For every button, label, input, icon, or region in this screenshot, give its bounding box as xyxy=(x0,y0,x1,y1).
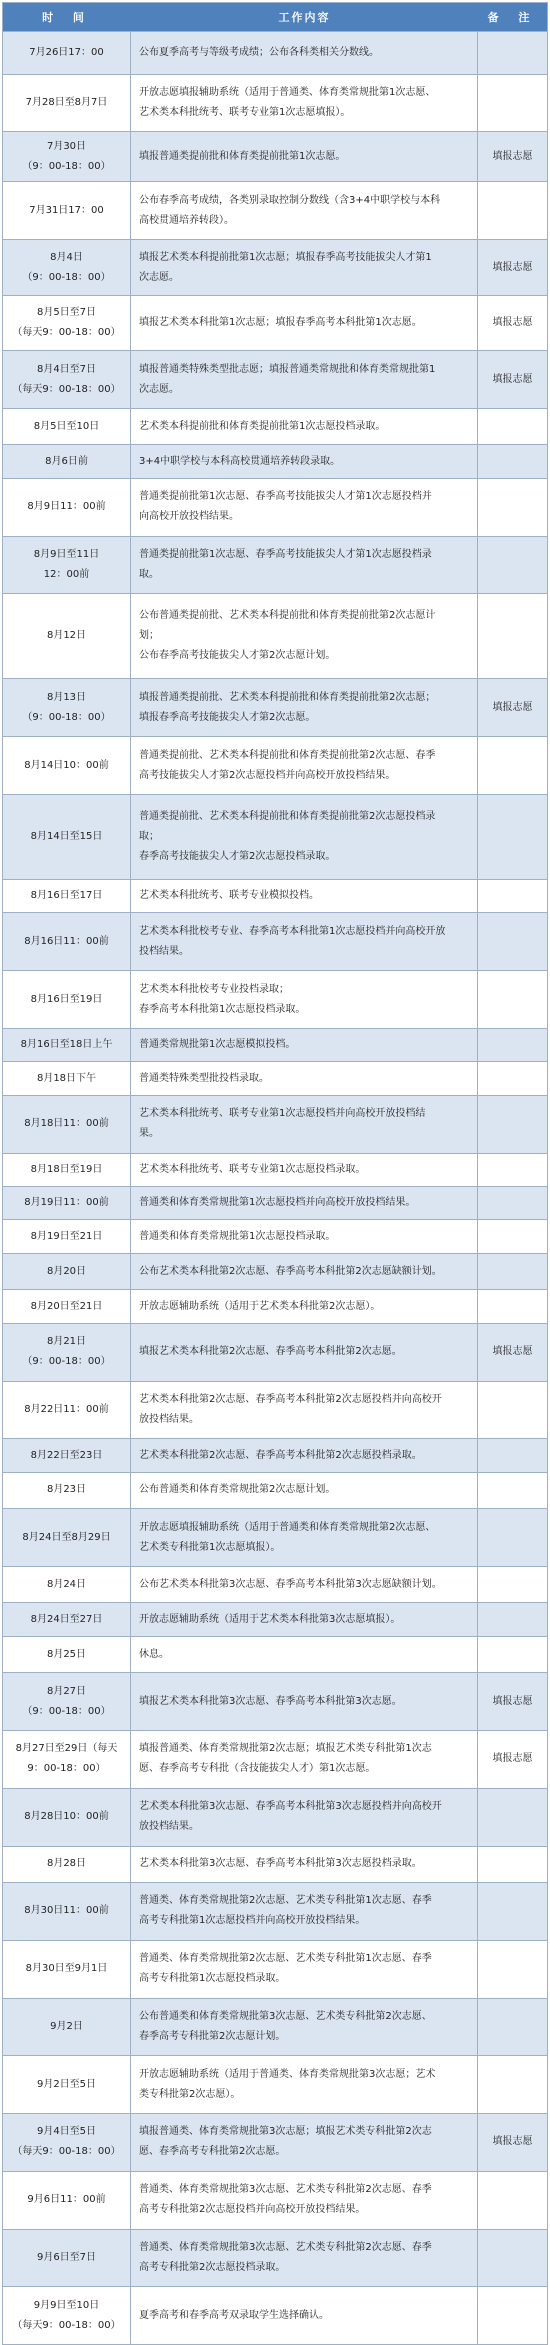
row-time: 8月19日11：00前 xyxy=(3,1187,131,1219)
row-note xyxy=(478,182,547,239)
row-time: 8月27日至29日（每天 9：00-18：00） xyxy=(3,1731,131,1788)
row-content: 夏季高考和春季高考双录取学生选择确认。 xyxy=(131,2287,478,2344)
row-time: 8月4日至7日 （每天9：00-18：00） xyxy=(3,351,131,408)
row-content: 普通类提前批、艺术类本科提前批和体育类提前批第2次志愿投档录 取； 春季高考技能拔尖人才第2次志愿投档录取。 xyxy=(131,795,478,879)
row-note xyxy=(478,594,547,678)
row-content: 公布普通类提前批、艺术类本科提前批和体育类提前批第2次志愿计 划； 公布春季高考技能拔尖人才第2次志愿计划。 xyxy=(131,594,478,678)
table-row xyxy=(3,1998,547,2056)
row-content: 艺术类本科批校考专业投档录取； 春季高考本科批第1次志愿投档录取。 xyxy=(131,971,478,1028)
row-note xyxy=(478,913,547,970)
header-content: 工作内容 xyxy=(278,11,331,24)
table-row xyxy=(3,1381,547,1439)
row-time: 8月14日10：00前 xyxy=(3,737,131,794)
row-time: 8月4日 （9：00-18：00） xyxy=(3,240,131,295)
row-content: 填报艺术类本科批第1次志愿；填报春季高考本科批第1次志愿。 xyxy=(131,296,478,350)
table-row xyxy=(3,736,547,794)
row-time: 8月24日至8月29日 xyxy=(3,1509,131,1566)
row-time: 9月2日至5日 xyxy=(3,2056,131,2113)
row-time: 8月18日11：00前 xyxy=(3,1096,131,1153)
row-note xyxy=(478,409,547,444)
table-row xyxy=(3,1788,547,1846)
row-time: 9月4日至5日 （每天9：00-18：00） xyxy=(3,2114,131,2171)
row-time: 8月20日至21日 xyxy=(3,1290,131,1322)
row-content: 普通类和体育类常规批第1次志愿投档并向高校开放投档结果。 xyxy=(131,1187,478,1219)
row-content: 开放志愿填报辅助系统（适用于普通类、体育类常规批第1次志愿、 艺术类本科批统考、联考专业第1次志愿填报）。 xyxy=(131,75,478,132)
row-content: 公布普通类和体育类常规批第3次志愿、艺术类专科批第2次志愿、 春季高考专科批第2次志愿计划。 xyxy=(131,1999,478,2056)
table-row xyxy=(3,678,547,736)
table-row xyxy=(3,879,547,912)
row-content: 普通类特殊类型批投档录取。 xyxy=(131,1062,478,1094)
table-row xyxy=(3,1153,547,1186)
row-note xyxy=(478,1941,547,1998)
row-time: 8月23日 xyxy=(3,1473,131,1508)
row-time: 9月6日11：00前 xyxy=(3,2172,131,2229)
row-note xyxy=(478,1290,547,1322)
row-content: 填报普通类、体育类常规批第3次志愿；填报艺术类专科批第2次志 愿、春季高考专科批第2次志愿。 xyxy=(131,2114,478,2171)
row-note xyxy=(478,1029,547,1061)
row-note: 填报志愿 xyxy=(492,1346,533,1358)
table-row xyxy=(3,2286,547,2344)
row-time: 7月30日 （9：00-18：00） xyxy=(3,132,131,181)
row-content: 艺术类本科批第3次志愿、春季高考本科批第3次志愿投档并向高校开 放投档结果。 xyxy=(131,1789,478,1846)
row-note xyxy=(478,1187,547,1219)
row-content: 艺术类本科批第2次志愿、春季高考本科批第2次志愿投档并向高校开 放投档结果。 xyxy=(131,1382,478,1439)
row-time: 8月25日 xyxy=(3,1637,131,1672)
table-row xyxy=(3,794,547,879)
row-content: 公布艺术类本科批第2次志愿、春季高考本科批第2次志愿缺额计划。 xyxy=(131,1254,478,1289)
row-content: 艺术类本科批第3次志愿、春季高考本科批第3次志愿投档录取。 xyxy=(131,1847,478,1882)
row-time: 7月28日至8月7日 xyxy=(3,75,131,132)
row-content: 休息。 xyxy=(131,1637,478,1672)
row-note xyxy=(478,1220,547,1252)
row-note xyxy=(478,1847,547,1882)
table-row xyxy=(3,1730,547,1788)
row-note xyxy=(478,537,547,594)
row-content: 公布普通类和体育类常规批第2次志愿计划。 xyxy=(131,1473,478,1508)
row-note xyxy=(478,1999,547,2056)
row-time: 7月26日17：00 xyxy=(3,32,131,74)
row-content: 艺术类本科批统考、联考专业第1次志愿投档并向高校开放投档结 果。 xyxy=(131,1096,478,1153)
row-note xyxy=(478,795,547,879)
row-time: 8月9日至11日 12：00前 xyxy=(3,537,131,594)
row-note xyxy=(478,2056,547,2113)
row-content: 填报普通类提前批、艺术类本科提前批和体育类提前批第2次志愿； 填报春季高考技能拔尖人才第2次志愿。 xyxy=(131,679,478,736)
row-time: 8月22日至23日 xyxy=(3,1439,131,1471)
row-content: 公布艺术类本科批第3次志愿、春季高考本科批第3次志愿缺额计划。 xyxy=(131,1567,478,1602)
row-content: 艺术类本科提前批和体育类提前批第1次志愿投档录取。 xyxy=(131,409,478,444)
row-content: 填报艺术类本科提前批第1次志愿；填报春季高考技能拔尖人才第1 次志愿。 xyxy=(131,240,478,295)
row-time: 8月24日至27日 xyxy=(3,1603,131,1635)
row-content: 艺术类本科批校考专业、春季高考本科批第1次志愿投档并向高校开放 投档结果。 xyxy=(131,913,478,970)
table-row xyxy=(3,593,547,678)
row-content: 填报普通类提前批和体育类提前批第1次志愿。 xyxy=(131,132,478,181)
row-content: 普通类和体育类常规批第1次志愿投档录取。 xyxy=(131,1220,478,1252)
row-content: 艺术类本科批统考、联考专业第1次志愿投档录取。 xyxy=(131,1154,478,1186)
row-note xyxy=(478,1382,547,1439)
table-row xyxy=(3,1508,547,1566)
table-row xyxy=(3,970,547,1028)
row-time: 8月13日 （9：00-18：00） xyxy=(3,679,131,736)
row-note: 填报志愿 xyxy=(492,373,533,385)
row-note xyxy=(478,445,547,477)
row-content: 普通类、体育类常规批第2次志愿、艺术类专科批第1次志愿、春季 高考专科批第1次志愿投档并向高校开放投档结果。 xyxy=(131,1883,478,1940)
row-note xyxy=(478,880,547,912)
row-note xyxy=(478,1567,547,1602)
row-time: 8月5日至10日 xyxy=(3,409,131,444)
row-content: 填报艺术类本科批第3次志愿、春季高考本科批第3次志愿。 xyxy=(131,1673,478,1730)
row-content: 公布春季高考成绩，各类别录取控制分数线（含3+4中职学校与本科 高校贯通培养转段）。 xyxy=(131,182,478,239)
row-note: 填报志愿 xyxy=(492,150,533,162)
row-content: 普通类提前批第1次志愿、春季高考技能拔尖人才第1次志愿投档并 向高校开放投档结果。 xyxy=(131,479,478,536)
row-content: 公布夏季高考与等级考成绩；公布各科类相关分数线。 xyxy=(131,32,478,74)
table-row xyxy=(3,408,547,444)
table-row xyxy=(3,1253,547,1289)
row-note xyxy=(478,1883,547,1940)
table-row xyxy=(3,1186,547,1219)
row-time: 8月20日 xyxy=(3,1254,131,1289)
row-note: 填报志愿 xyxy=(492,2136,533,2148)
table-row xyxy=(3,31,547,74)
row-content: 普通类、体育类常规批第3次志愿、艺术类专科批第2次志愿、春季 高考专科批第2次志愿投档录取。 xyxy=(131,2230,478,2287)
table-row xyxy=(3,2113,547,2171)
table-row xyxy=(3,1289,547,1322)
row-note xyxy=(478,1439,547,1471)
row-note xyxy=(478,737,547,794)
row-time: 8月19日至21日 xyxy=(3,1220,131,1252)
table-row xyxy=(3,1219,547,1252)
table-row xyxy=(3,1602,547,1635)
row-time: 8月30日至9月1日 xyxy=(3,1941,131,1998)
table-row xyxy=(3,1566,547,1602)
header-time: 时 间 xyxy=(42,11,92,24)
header-note: 备 注 xyxy=(487,11,538,24)
row-content: 3+4中职学校与本科高校贯通培养转段录取。 xyxy=(131,445,478,477)
row-time: 8月30日11：00前 xyxy=(3,1883,131,1940)
table-row xyxy=(3,1061,547,1094)
table-row xyxy=(3,2055,547,2113)
row-note xyxy=(478,479,547,536)
row-time: 9月2日 xyxy=(3,1999,131,2056)
table-row xyxy=(3,1028,547,1061)
row-time: 9月9日至10日 （每天9：00-18：00） xyxy=(3,2287,131,2344)
table-row xyxy=(3,295,547,350)
table-row xyxy=(3,2171,547,2229)
table-row xyxy=(3,2229,547,2287)
row-note xyxy=(478,1637,547,1672)
row-time: 8月16日11：00前 xyxy=(3,913,131,970)
row-note: 填报志愿 xyxy=(492,261,533,273)
table-header xyxy=(3,3,547,31)
row-content: 普通类、体育类常规批第2次志愿、艺术类专科批第1次志愿、春季 高考专科批第1次志愿投档录取。 xyxy=(131,1941,478,1998)
row-content: 填报艺术类本科批第2次志愿、春季高考本科批第2次志愿。 xyxy=(131,1324,478,1381)
row-time: 8月14日至15日 xyxy=(3,795,131,879)
table-row xyxy=(3,1438,547,1471)
table-row xyxy=(3,350,547,408)
row-time: 8月28日10：00前 xyxy=(3,1789,131,1846)
row-note xyxy=(478,1096,547,1153)
row-time: 7月31日17：00 xyxy=(3,182,131,239)
row-note xyxy=(478,32,547,74)
table-row xyxy=(3,912,547,970)
row-note: 填报志愿 xyxy=(492,317,533,329)
row-note xyxy=(478,1254,547,1289)
row-content: 普通类、体育类常规批第3次志愿、艺术类专科批第2次志愿、春季 高考专科批第2次志愿投档并向高校开放投档结果。 xyxy=(131,2172,478,2229)
row-time: 8月9日11：00前 xyxy=(3,479,131,536)
row-time: 8月18日至19日 xyxy=(3,1154,131,1186)
row-time: 9月6日至7日 xyxy=(3,2230,131,2287)
table-body xyxy=(3,31,547,2344)
row-time: 8月16日至19日 xyxy=(3,971,131,1028)
row-note xyxy=(478,2287,547,2344)
row-content: 艺术类本科批第2次志愿、春季高考本科批第2次志愿投档录取。 xyxy=(131,1439,478,1471)
row-note xyxy=(478,1509,547,1566)
row-content: 普通类提前批、艺术类本科提前批和体育类提前批第2次志愿、春季 高考技能拔尖人才第2次志愿投档并向高校开放投档结果。 xyxy=(131,737,478,794)
row-note xyxy=(478,1154,547,1186)
row-time: 8月18日下午 xyxy=(3,1062,131,1094)
row-note xyxy=(478,1603,547,1635)
table-row xyxy=(3,1636,547,1672)
row-time: 8月24日 xyxy=(3,1567,131,1602)
table-row xyxy=(3,1940,547,1998)
row-time: 8月16日至17日 xyxy=(3,880,131,912)
table-row xyxy=(3,444,547,477)
table-row xyxy=(3,1095,547,1153)
row-content: 填报普通类特殊类型批志愿；填报普通类常规批和体育类常规批第1 次志愿。 xyxy=(131,351,478,408)
row-note xyxy=(478,75,547,132)
row-note xyxy=(478,2172,547,2229)
row-content: 普通类提前批第1次志愿、春季高考技能拔尖人才第1次志愿投档录 取。 xyxy=(131,537,478,594)
row-content: 开放志愿辅助系统（适用于艺术类本科批第3次志愿填报）。 xyxy=(131,1603,478,1635)
row-note: 填报志愿 xyxy=(492,701,533,713)
table-row xyxy=(3,74,547,132)
row-note xyxy=(478,2230,547,2287)
row-note xyxy=(478,1473,547,1508)
table-row xyxy=(3,1882,547,1940)
table-row xyxy=(3,1472,547,1508)
row-time: 8月16日至18日上午 xyxy=(3,1029,131,1061)
row-time: 8月21日 （9：00-18：00） xyxy=(3,1324,131,1381)
row-time: 8月6日前 xyxy=(3,445,131,477)
row-note xyxy=(478,1062,547,1094)
table-row xyxy=(3,1323,547,1381)
row-content: 普通类常规批第1次志愿模拟投档。 xyxy=(131,1029,478,1061)
table-row xyxy=(3,1846,547,1882)
row-content: 填报普通类、体育类常规批第2次志愿；填报艺术类专科批第1次志 愿、春季高考专科批（含技能拔尖人才）第1次志愿。 xyxy=(131,1731,478,1788)
table-row xyxy=(3,239,547,295)
row-time: 8月12日 xyxy=(3,594,131,678)
table-row xyxy=(3,536,547,594)
row-content: 开放志愿填报辅助系统（适用于普通类和体育类常规批第2次志愿、 艺术类专科批第1次志愿填报）。 xyxy=(131,1509,478,1566)
table-row xyxy=(3,478,547,536)
row-note xyxy=(478,1789,547,1846)
row-time: 8月27日 （9：00-18：00） xyxy=(3,1673,131,1730)
row-content: 开放志愿辅助系统（适用于普通类、体育类常规批第3次志愿；艺术 类专科批第2次志愿）。 xyxy=(131,2056,478,2113)
row-content: 开放志愿辅助系统（适用于艺术类本科批第2次志愿）。 xyxy=(131,1290,478,1322)
row-note: 填报志愿 xyxy=(492,1753,533,1765)
row-time: 8月28日 xyxy=(3,1847,131,1882)
row-note xyxy=(478,971,547,1028)
admission-schedule-table xyxy=(2,2,548,2345)
table-row xyxy=(3,131,547,181)
table-row xyxy=(3,181,547,239)
row-content: 艺术类本科批统考、联考专业模拟投档。 xyxy=(131,880,478,912)
row-time: 8月22日11：00前 xyxy=(3,1382,131,1439)
row-time: 8月5日至7日 （每天9：00-18：00） xyxy=(3,296,131,350)
table-row xyxy=(3,1672,547,1730)
row-note: 填报志愿 xyxy=(492,1695,533,1707)
